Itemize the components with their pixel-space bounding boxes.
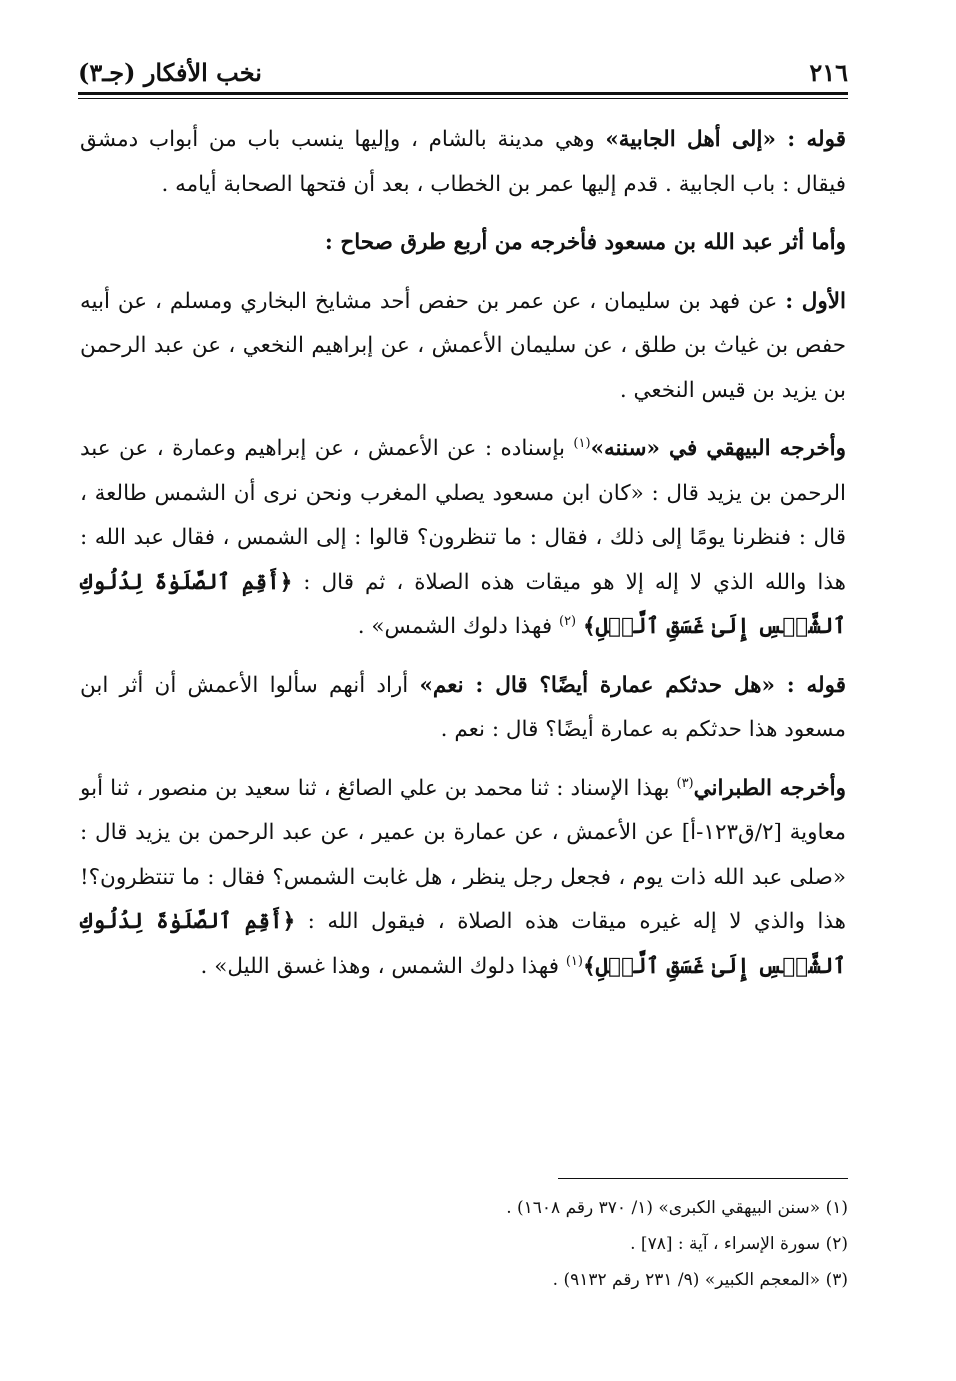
paragraph-text: بهذا الإسناد : ثنا محمد بن علي الصائغ ، ثنا سعيد بن منصور ، ثنا أبو معاوية [٢/ق١٢٣-أ] عن الأعمش ، عن عمارة بن عمير ، عن عبد الرحمن بن يزيد قال : «صلى عبد الله ذات يوم ، فجعل رجل ينظر ، هل غابت الشمس؟ فقال : ما تنتظرون؟! هذا والذي لا إله غيره ميقات هذه الصلاة ، فيقول الله : bbox=[80, 775, 847, 934]
paragraph-lead: وأخرجه الطبراني bbox=[693, 775, 846, 801]
footnote-marker: (١) bbox=[565, 953, 583, 969]
paragraph-jabiya bbox=[80, 118, 846, 207]
footnote-1: (١) «سنن البيهقي الكبرى» (١/ ٣٧٠ رقم ١٦٠٨) . bbox=[506, 1198, 848, 1218]
footnote-marker: (١) bbox=[573, 435, 591, 451]
quran-verse: ﴿أَقِمِ ٱلصَّلَوٰةَ لِدُلُوكِ ٱلشَّمۡسِ إِلَىٰ غَسَقِ ٱلَّيۡلِ﴾ bbox=[80, 569, 846, 639]
main-text bbox=[80, 118, 846, 1003]
header-rule-thick bbox=[78, 92, 848, 95]
paragraph-tail: فهذا دلوك الشمس» . bbox=[357, 614, 559, 639]
paragraph-tail: فهذا دلوك الشمس ، وهذا غسق الليل» . bbox=[200, 953, 566, 979]
footnote-marker: (٣) bbox=[676, 775, 694, 791]
paragraph-text: أراد أنهم سألوا الأعمش أن أثر ابن مسعود هذا حدثكم به عمارة أيضًا؟ قال : نعم . bbox=[80, 672, 846, 742]
paragraph-tabarani bbox=[80, 767, 846, 990]
footnote-3: (٣) «المعجم الكبير» (٩/ ٢٣١ رقم ٩١٣٢) . bbox=[552, 1270, 848, 1290]
paragraph-bayhaqi bbox=[80, 427, 846, 650]
book-title: نخب الأفكار (جـ٣) bbox=[78, 57, 262, 87]
quran-verse: ﴿أَقِمِ ٱلصَّلَوٰةَ لِدُلُوكِ ٱلشَّمۡسِ إِلَىٰ غَسَقِ ٱلَّيۡلِ﴾ bbox=[80, 909, 846, 979]
paragraph-text: عن فهد بن سليمان ، عن عمر بن حفص أحد مشايخ البخاري ومسلم ، عن أبيه حفص بن غياث بن طلق ، عن سليمان الأعمش ، عن إبراهيم النخعي ، عن عبد الرحمن بن يزيد بن قيس النخعي . bbox=[80, 288, 846, 403]
footnote-2: (٢) سورة الإسراء ، آية : [٧٨] . bbox=[630, 1234, 848, 1254]
footnotes bbox=[248, 1190, 848, 1298]
paragraph-text: وهي مدينة بالشام ، وإليها ينسب باب من أبواب دمشق فيقال : باب الجابية . قدم إليها عمر بن الخطاب ، بعد أن فتحها الصحابة أيامه . bbox=[80, 127, 846, 197]
header-rule-thin bbox=[78, 98, 848, 99]
page-number: ٢١٦ bbox=[809, 57, 848, 87]
paragraph-first-route bbox=[80, 280, 846, 414]
paragraph-lead: الأول : bbox=[785, 288, 846, 314]
paragraph-lead: قوله : «هل حدثكم عمارة أيضًا؟ قال : نعم» bbox=[419, 672, 846, 698]
footnote-separator bbox=[558, 1178, 848, 1179]
section-heading: وأما أثر عبد الله بن مسعود فأخرجه من أربع طرق صحاح : bbox=[324, 230, 846, 255]
paragraph-umara bbox=[80, 664, 846, 753]
paragraph-text: بإسناده : عن الأعمش ، عن إبراهيم وعمارة ، عن عبد الرحمن بن يزيد قال : «كان ابن مسعود يصلي المغرب ونحن نرى أن الشمس طالعة ، قال : فنظرنا يومًا إلى ذلك ، فقال : ما تنظرون؟ قالوا : إلى الشمس ، فقال عبد الله : هذا والله الذي لا إله إلا هو ميقات هذه الصلاة ، ثم قال : bbox=[80, 436, 846, 595]
paragraph-lead: قوله : «إلى أهل الجابية» bbox=[605, 127, 846, 152]
footnote-marker: (٢) bbox=[558, 613, 577, 629]
paragraph-lead: وأخرجه البيهقي في «سننه» bbox=[590, 436, 847, 461]
running-header bbox=[78, 52, 848, 92]
